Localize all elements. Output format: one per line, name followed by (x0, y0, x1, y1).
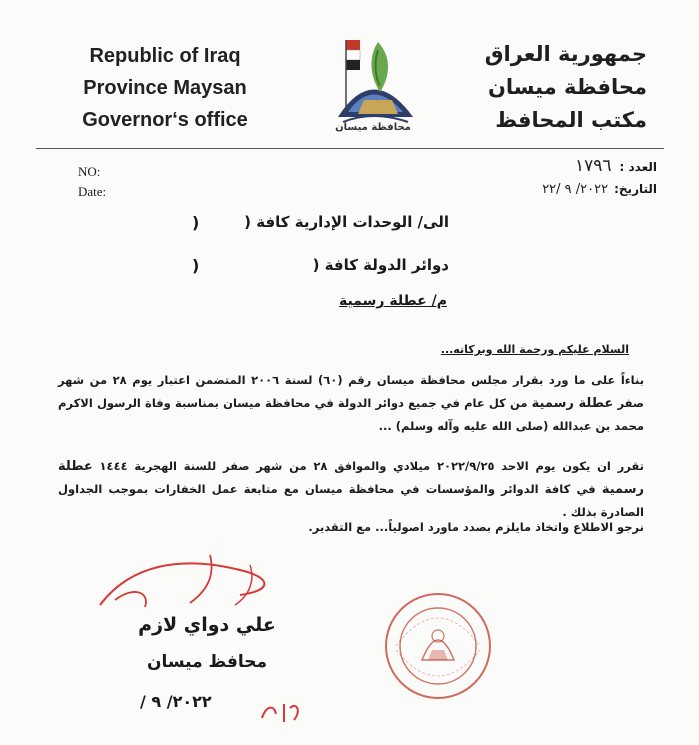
header-ar-office: مكتب المحافظ (495, 108, 647, 132)
addressee-close-paren: ) (192, 213, 200, 232)
addressee-departments: دوائر الدولة كافة ( (312, 256, 449, 274)
para2-bold: عطلة رسمية (58, 459, 644, 497)
para2-text-b: في كافة الدوائر والمؤسسات في محافظة ميسان مع متابعة عمل الخفارات بموجب الجداول الصادرة بذلك . (58, 482, 644, 519)
greeting: السلام عليكم ورحمة الله وبركاته... (440, 343, 629, 356)
official-stamp (382, 590, 494, 702)
signatory-title: محافظ ميسان (146, 652, 268, 672)
header-ar-province: محافظة ميسان (487, 75, 647, 99)
subject-line (339, 293, 447, 309)
subject-text: م/ عطلة رسمية (339, 293, 447, 309)
signatory-name: علي دواي لازم (138, 614, 276, 636)
header-divider (36, 148, 664, 149)
document-number: ١٧٩٦ (575, 156, 612, 176)
logo-caption: محافظة ميسان (335, 122, 411, 133)
header-english (60, 40, 270, 136)
date-label-ar: التاريخ: (614, 182, 657, 196)
body-paragraph-3: نرجو الاطلاع واتخاذ مايلزم بصدد ماورد اصولياً... مع التقدير. (308, 520, 644, 534)
no-label-ar: العدد : (619, 160, 657, 174)
handwritten-day (256, 696, 306, 726)
body-paragraph-2 (58, 455, 644, 524)
para2-text-a: تقرر ان يكون يوم الاحد ٢٠٢٢/٩/٢٥ ميلادي والموافق ٢٨ من شهر صفر للسنة الهجرية ١٤٤٤ (99, 459, 644, 473)
para1-text-a: بناءاً على ما ورد بقرار مجلس محافظة ميسان رقم (٦٠) لسنة ٢٠٠٦ المتضمن اعتبار يوم ٢٨ من شهر صفر (58, 373, 645, 410)
body-paragraph-1 (58, 369, 644, 438)
document-date: ٢٠٢٢/ ٩ /٢٢ (542, 182, 609, 197)
handwritten-signature (90, 545, 290, 625)
signature-date: ٢٠٢٢/ ٩ / (140, 692, 212, 711)
para1-text-b: من كل عام في جميع دوائر الدولة في محافظة ميسان بمناسبة وفاة الرسول الاكرم محمد بن عبدالله (صلى الله عليه وآله وسلم) ... (58, 396, 644, 433)
meta-english (78, 162, 106, 202)
meta-arabic (542, 155, 657, 201)
header-ar-country: جمهورية العراق (484, 42, 647, 66)
header-arabic (447, 38, 647, 137)
para1-bold: عطلة رسمية (531, 396, 614, 411)
date-label-en: Date: (78, 184, 107, 199)
addressee-close-paren: ) (192, 256, 200, 275)
addressee-units: الى/ الوحدات الإدارية كافة ( (244, 213, 449, 231)
no-label-en: NO: (78, 164, 101, 179)
header-en-province: Province Maysan (83, 77, 247, 99)
header-en-country: Republic of Iraq (89, 45, 241, 67)
header-en-office: Governor‘s office (82, 109, 248, 131)
